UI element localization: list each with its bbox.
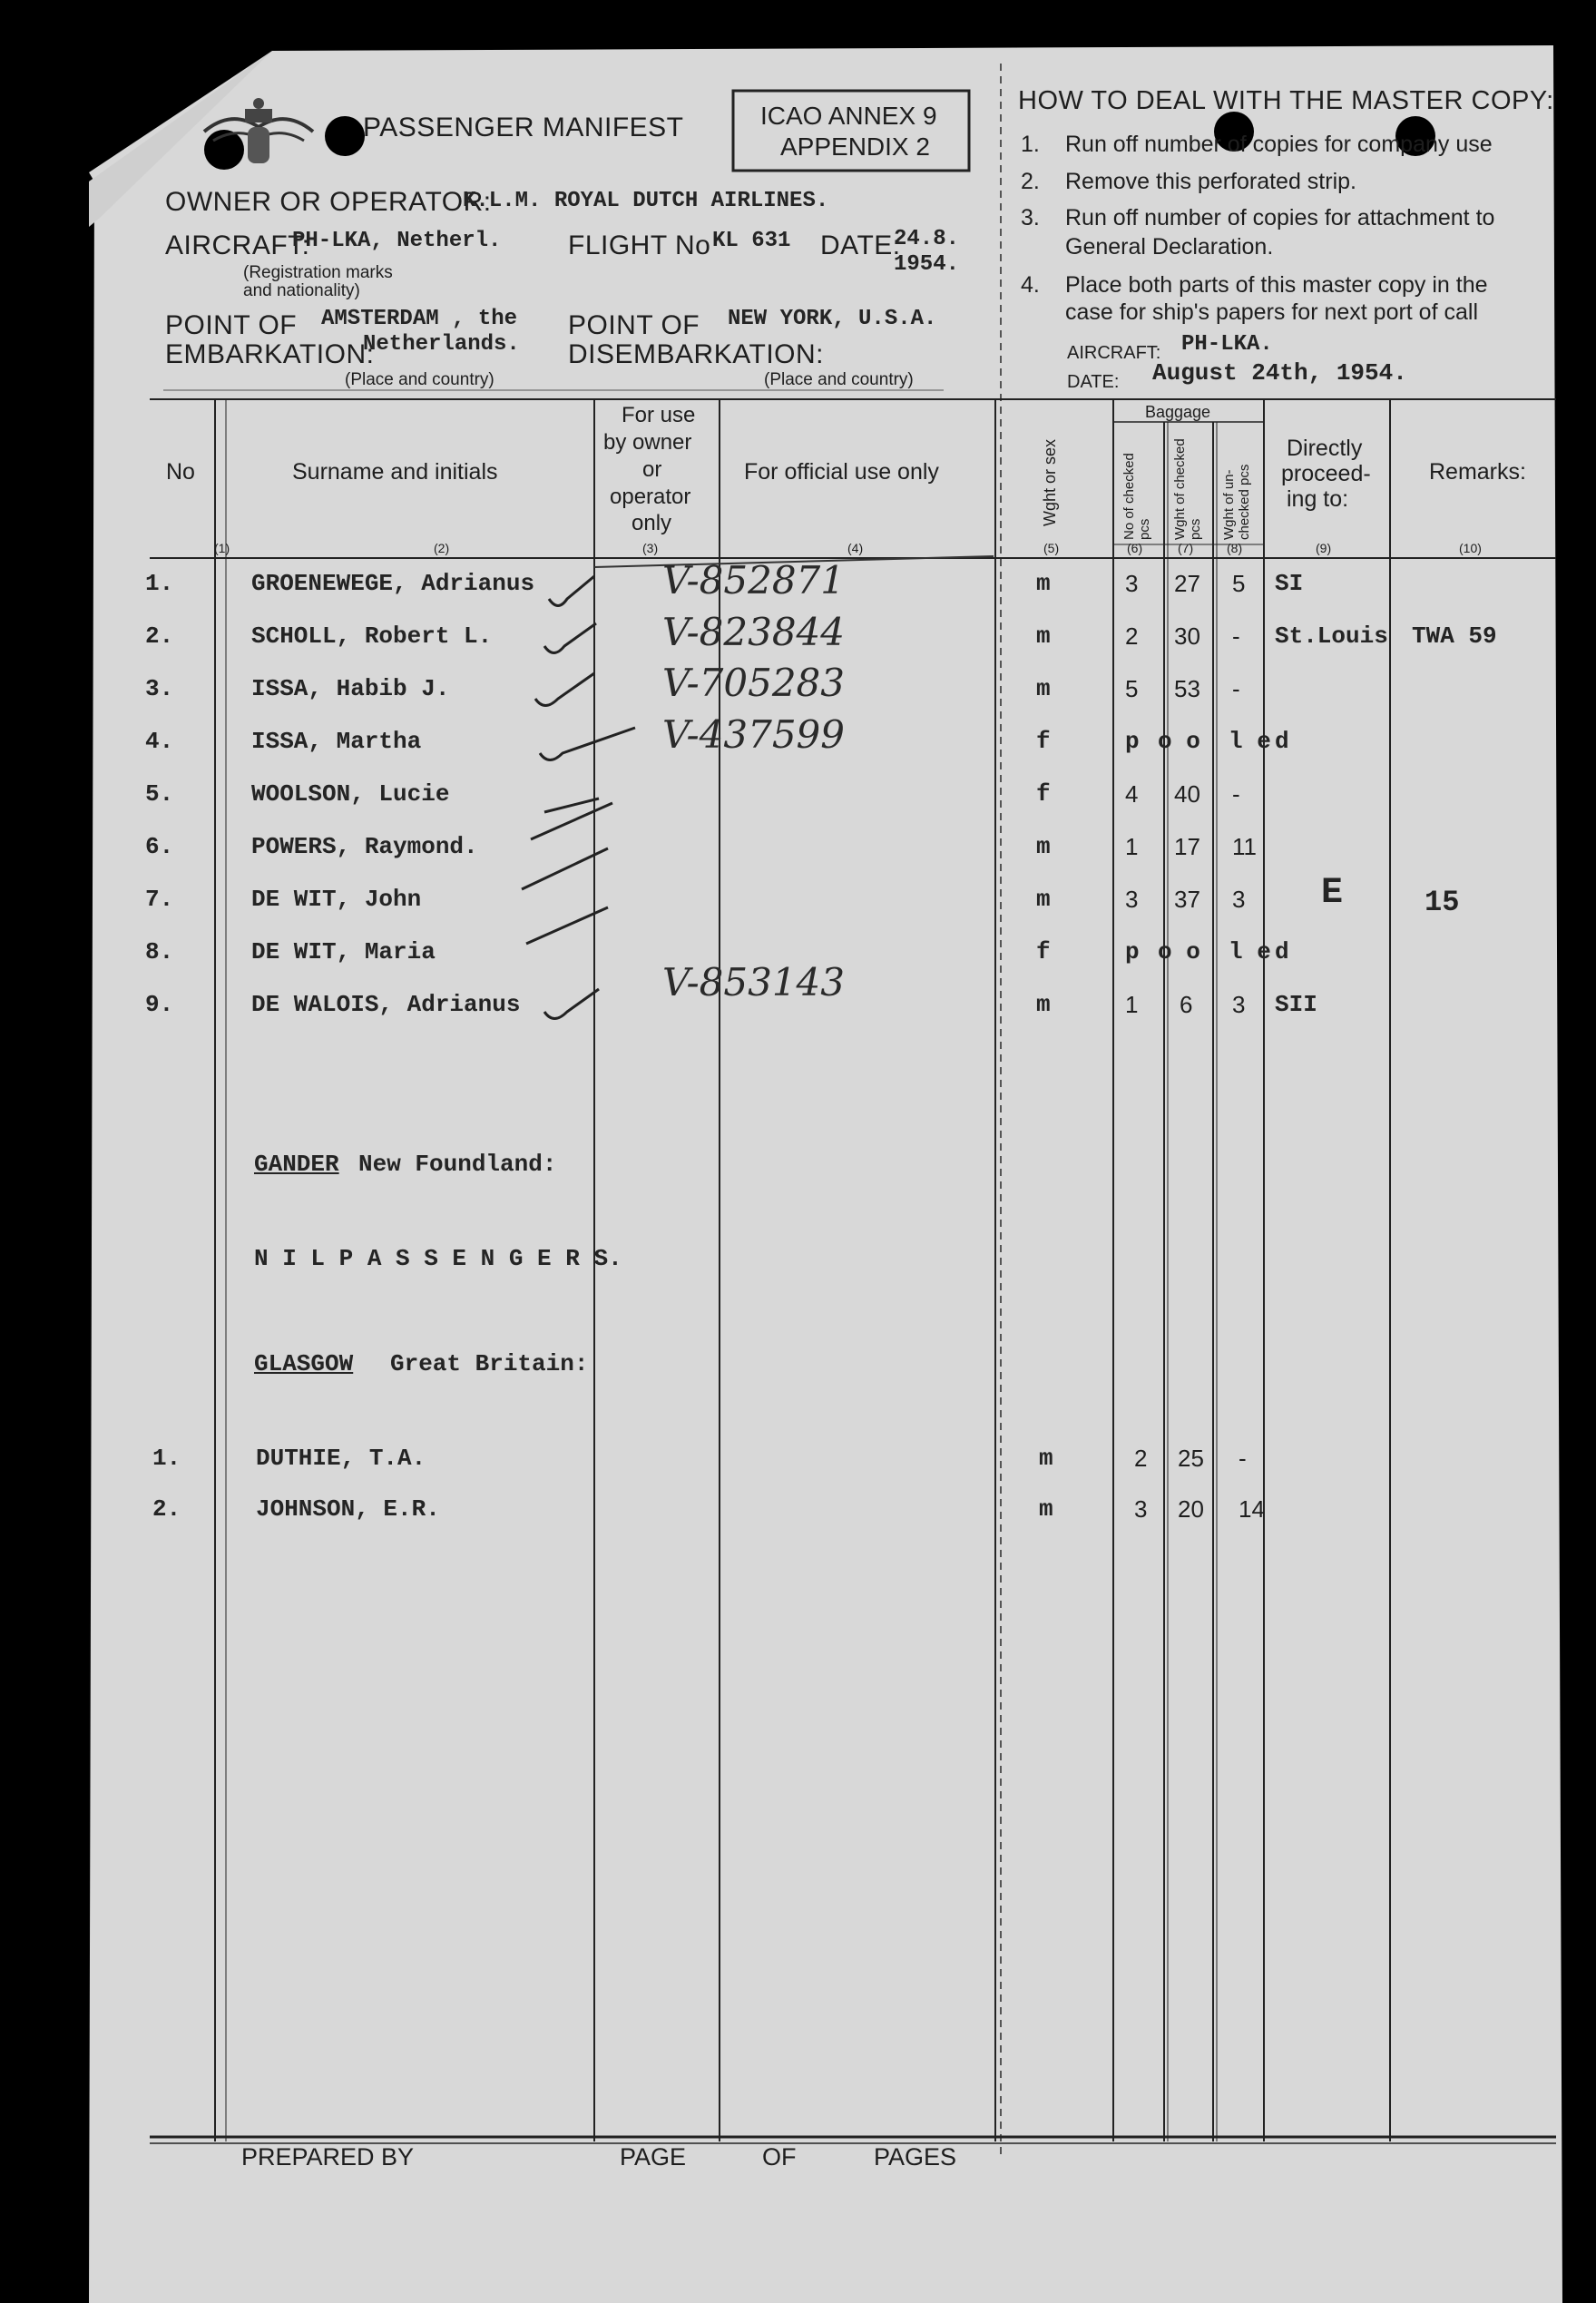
glasgow-row-2-number: 2.: [152, 1495, 181, 1523]
row-6-name: POWERS, Raymond.: [251, 833, 478, 860]
row-1-number: 1.: [145, 570, 174, 597]
glasgow-row-1-unchecked: -: [1239, 1445, 1247, 1472]
row-4-number: 4.: [145, 728, 174, 755]
row-9-number: 9.: [145, 991, 174, 1018]
row-4-weight: o o: [1158, 728, 1200, 755]
instructions-date-label: DATE:: [1067, 372, 1120, 392]
instruction-2-text: Remove this perforated strip.: [1065, 169, 1356, 194]
embarkation-label-2: EMBARKATION:: [165, 339, 375, 369]
glasgow-row-2-sex: m: [1039, 1495, 1053, 1523]
embarkation-value-1: AMSTERDAM , the: [321, 307, 518, 331]
glasgow-row-1-pcs: 2: [1134, 1445, 1148, 1472]
row-9-destination: SII: [1275, 991, 1317, 1018]
row-2-weight: 30: [1174, 622, 1200, 650]
date-value-line-2: 1954.: [894, 252, 960, 277]
row-4-destination: d: [1275, 728, 1289, 755]
row-8-number: 8.: [145, 938, 174, 965]
col-number-9: (9): [1316, 541, 1332, 555]
instruction-1-text: Run off number of copies for company use: [1065, 132, 1493, 157]
row-4-name: ISSA, Martha: [251, 728, 422, 755]
glasgow-row-2-pcs: 3: [1134, 1495, 1148, 1523]
header-official-use: For official use only: [744, 459, 939, 485]
disembarkation-note: (Place and country): [764, 370, 914, 389]
row-5-pcs: 4: [1125, 780, 1139, 808]
row-2-unchecked: -: [1232, 622, 1240, 650]
glasgow-row-1-weight: 25: [1178, 1445, 1204, 1472]
row-7-destination: E: [1321, 873, 1344, 914]
row-6-sex: m: [1036, 833, 1051, 860]
embarkation-value-2: Netherlands.: [363, 332, 520, 357]
row-9-pcs: 1: [1125, 991, 1139, 1018]
row-2-name: SCHOLL, Robert L.: [251, 622, 493, 650]
date-label: DATE:: [820, 230, 901, 260]
embarkation-label-1: POINT OF: [165, 310, 298, 340]
row-6-unchecked: 11: [1232, 833, 1257, 860]
instruction-1-number: 1.: [1021, 132, 1040, 157]
header-unchecked-weight: Wght of un-checked pcs: [1221, 464, 1252, 540]
instructions-date-value: August 24th, 1954.: [1152, 359, 1407, 387]
row-1-pcs: 3: [1125, 570, 1139, 597]
flight-value: KL 631: [712, 229, 791, 253]
instruction-3-text-2: General Declaration.: [1065, 234, 1274, 260]
row-3-sex: m: [1036, 675, 1051, 702]
footer-of: OF: [762, 2143, 797, 2171]
col-number-4: (4): [847, 541, 864, 555]
glasgow-row-1-number: 1.: [152, 1445, 181, 1472]
row-2-destination: St.Louis: [1275, 622, 1388, 650]
row-4-sex: f: [1036, 728, 1051, 755]
header-owner-use-2: by owner: [603, 430, 692, 455]
row-9-sex: m: [1036, 991, 1051, 1018]
row-7-remarks: 15: [1425, 886, 1460, 919]
aircraft-value: PH-LKA, Netherl.: [292, 229, 502, 253]
row-1-weight: 27: [1174, 570, 1200, 597]
row-4-official: V-437599: [662, 712, 845, 757]
col-number-5: (5): [1043, 541, 1060, 555]
row-3-unchecked: -: [1232, 675, 1240, 702]
instruction-3-text-1: Run off number of copies for attachment to: [1065, 205, 1495, 230]
row-5-unchecked: -: [1232, 780, 1240, 808]
col-number-6: (6): [1127, 541, 1143, 555]
row-6-number: 6.: [145, 833, 174, 860]
aircraft-label: AIRCRAFT:: [165, 230, 310, 260]
row-3-official: V-705283: [662, 661, 845, 705]
instructions-aircraft-label: AIRCRAFT:: [1067, 343, 1161, 363]
instruction-3-number: 3.: [1021, 205, 1040, 230]
footer-pages: PAGES: [874, 2143, 957, 2171]
header-owner-use-4: operator: [610, 485, 691, 509]
header-baggage: Baggage: [1145, 403, 1211, 421]
header-directly-3: ing to:: [1287, 486, 1349, 512]
row-8-name: DE WIT, Maria: [251, 938, 436, 965]
instruction-4-text-2: case for ship's papers for next port of call: [1065, 299, 1478, 325]
registration-note-2: and nationality): [243, 281, 360, 300]
annex-line-1: ICAO ANNEX 9: [760, 102, 937, 130]
disembarkation-label-2: DISEMBARKATION:: [568, 339, 824, 369]
header-directly-1: Directly: [1287, 436, 1363, 461]
row-2-pcs: 2: [1125, 622, 1139, 650]
row-7-sex: m: [1036, 886, 1051, 913]
annex-line-2: APPENDIX 2: [780, 132, 930, 161]
footer-prepared-by: PREPARED BY: [241, 2143, 415, 2171]
row-8-weight: o o: [1158, 938, 1200, 965]
instructions-aircraft-value: PH-LKA.: [1181, 332, 1273, 357]
glasgow-row-1-name: DUTHIE, T.A.: [256, 1445, 426, 1472]
row-1-name: GROENEWEGE, Adrianus: [251, 570, 535, 597]
row-4-pcs: p: [1125, 728, 1140, 755]
row-2-sex: m: [1036, 622, 1051, 650]
row-1-unchecked: 5: [1232, 570, 1246, 597]
row-2-official: V-823844: [662, 610, 845, 654]
glasgow-country: Great Britain:: [390, 1350, 589, 1377]
row-1-sex: m: [1036, 570, 1051, 597]
row-5-sex: f: [1036, 780, 1051, 808]
glasgow-place: GLASGOW: [254, 1350, 354, 1377]
row-7-pcs: 3: [1125, 886, 1139, 913]
row-6-pcs: 1: [1125, 833, 1139, 860]
gander-place: GANDER: [254, 1151, 339, 1178]
header-surname: Surname and initials: [292, 459, 498, 485]
header-checked-pcs: No of checked pcs: [1121, 453, 1152, 540]
date-value-line-1: 24.8.: [894, 227, 960, 251]
instruction-2-number: 2.: [1021, 169, 1040, 194]
row-2-remarks: TWA 59: [1412, 622, 1497, 650]
col-number-7: (7): [1178, 541, 1194, 555]
row-8-destination: d: [1275, 938, 1289, 965]
row-6-weight: 17: [1174, 833, 1200, 860]
row-9-weight: 6: [1180, 991, 1193, 1018]
row-3-name: ISSA, Habib J.: [251, 675, 450, 702]
row-5-name: WOOLSON, Lucie: [251, 780, 450, 808]
row-7-unchecked: 3: [1232, 886, 1246, 913]
registration-note-1: (Registration marks: [243, 263, 393, 282]
glasgow-row-2-unchecked: 14: [1239, 1495, 1265, 1523]
header-remarks: Remarks:: [1429, 459, 1526, 485]
row-1-destination: SI: [1275, 570, 1304, 597]
col-number-8: (8): [1227, 541, 1243, 555]
col-number-2: (2): [434, 541, 450, 555]
instructions-title: HOW TO DEAL WITH THE MASTER COPY:: [1018, 86, 1554, 115]
instruction-4-text-1: Place both parts of this master copy in the: [1065, 272, 1488, 298]
row-9-official: V-853143: [662, 960, 845, 1004]
row-4-unchecked: l e: [1229, 728, 1271, 755]
glasgow-row-1-sex: m: [1039, 1445, 1053, 1472]
disembarkation-value: NEW YORK, U.S.A.: [728, 307, 937, 331]
glasgow-row-2-name: JOHNSON, E.R.: [256, 1495, 440, 1523]
row-7-number: 7.: [145, 886, 174, 913]
row-8-pcs: p: [1125, 938, 1140, 965]
header-no: No: [166, 459, 195, 485]
header-owner-use-1: For use: [622, 403, 696, 427]
col-number-3: (3): [642, 541, 659, 555]
footer-page: PAGE: [620, 2143, 687, 2171]
gander-country: New Foundland:: [358, 1151, 557, 1178]
row-9-unchecked: 3: [1232, 991, 1246, 1018]
nil-passengers: N I L P A S S E N G E R S.: [254, 1245, 622, 1272]
header-owner-use-5: only: [632, 511, 672, 535]
row-3-number: 3.: [145, 675, 174, 702]
row-7-name: DE WIT, John: [251, 886, 422, 913]
col-number-10: (10): [1459, 541, 1482, 555]
col-number-1: (1): [214, 541, 230, 555]
row-5-number: 5.: [145, 780, 174, 808]
row-5-weight: 40: [1174, 780, 1200, 808]
header-directly-2: proceed-: [1281, 461, 1371, 486]
embarkation-note: (Place and country): [345, 370, 494, 389]
row-3-weight: 53: [1174, 675, 1200, 702]
flight-label: FLIGHT No: [568, 230, 711, 260]
row-8-unchecked: l e: [1229, 938, 1271, 965]
owner-label: OWNER OR OPERATOR:: [165, 187, 492, 217]
header-owner-use-3: or: [642, 457, 662, 482]
row-9-name: DE WALOIS, Adrianus: [251, 991, 521, 1018]
header-checked-weight: Wght of checked pcs: [1172, 438, 1203, 540]
disembarkation-label-1: POINT OF: [568, 310, 700, 340]
row-3-pcs: 5: [1125, 675, 1139, 702]
owner-value: K.L.M. ROYAL DUTCH AIRLINES.: [463, 189, 829, 213]
form-title: PASSENGER MANIFEST: [363, 113, 684, 142]
row-8-sex: f: [1036, 938, 1051, 965]
row-2-number: 2.: [145, 622, 174, 650]
klm-crown-logo-icon: [195, 91, 322, 172]
row-1-official: V-852871: [662, 558, 845, 603]
instruction-4-number: 4.: [1021, 272, 1040, 298]
row-7-weight: 37: [1174, 886, 1200, 913]
glasgow-row-2-weight: 20: [1178, 1495, 1204, 1523]
header-weight-sex: Wght or sex: [1041, 438, 1059, 526]
